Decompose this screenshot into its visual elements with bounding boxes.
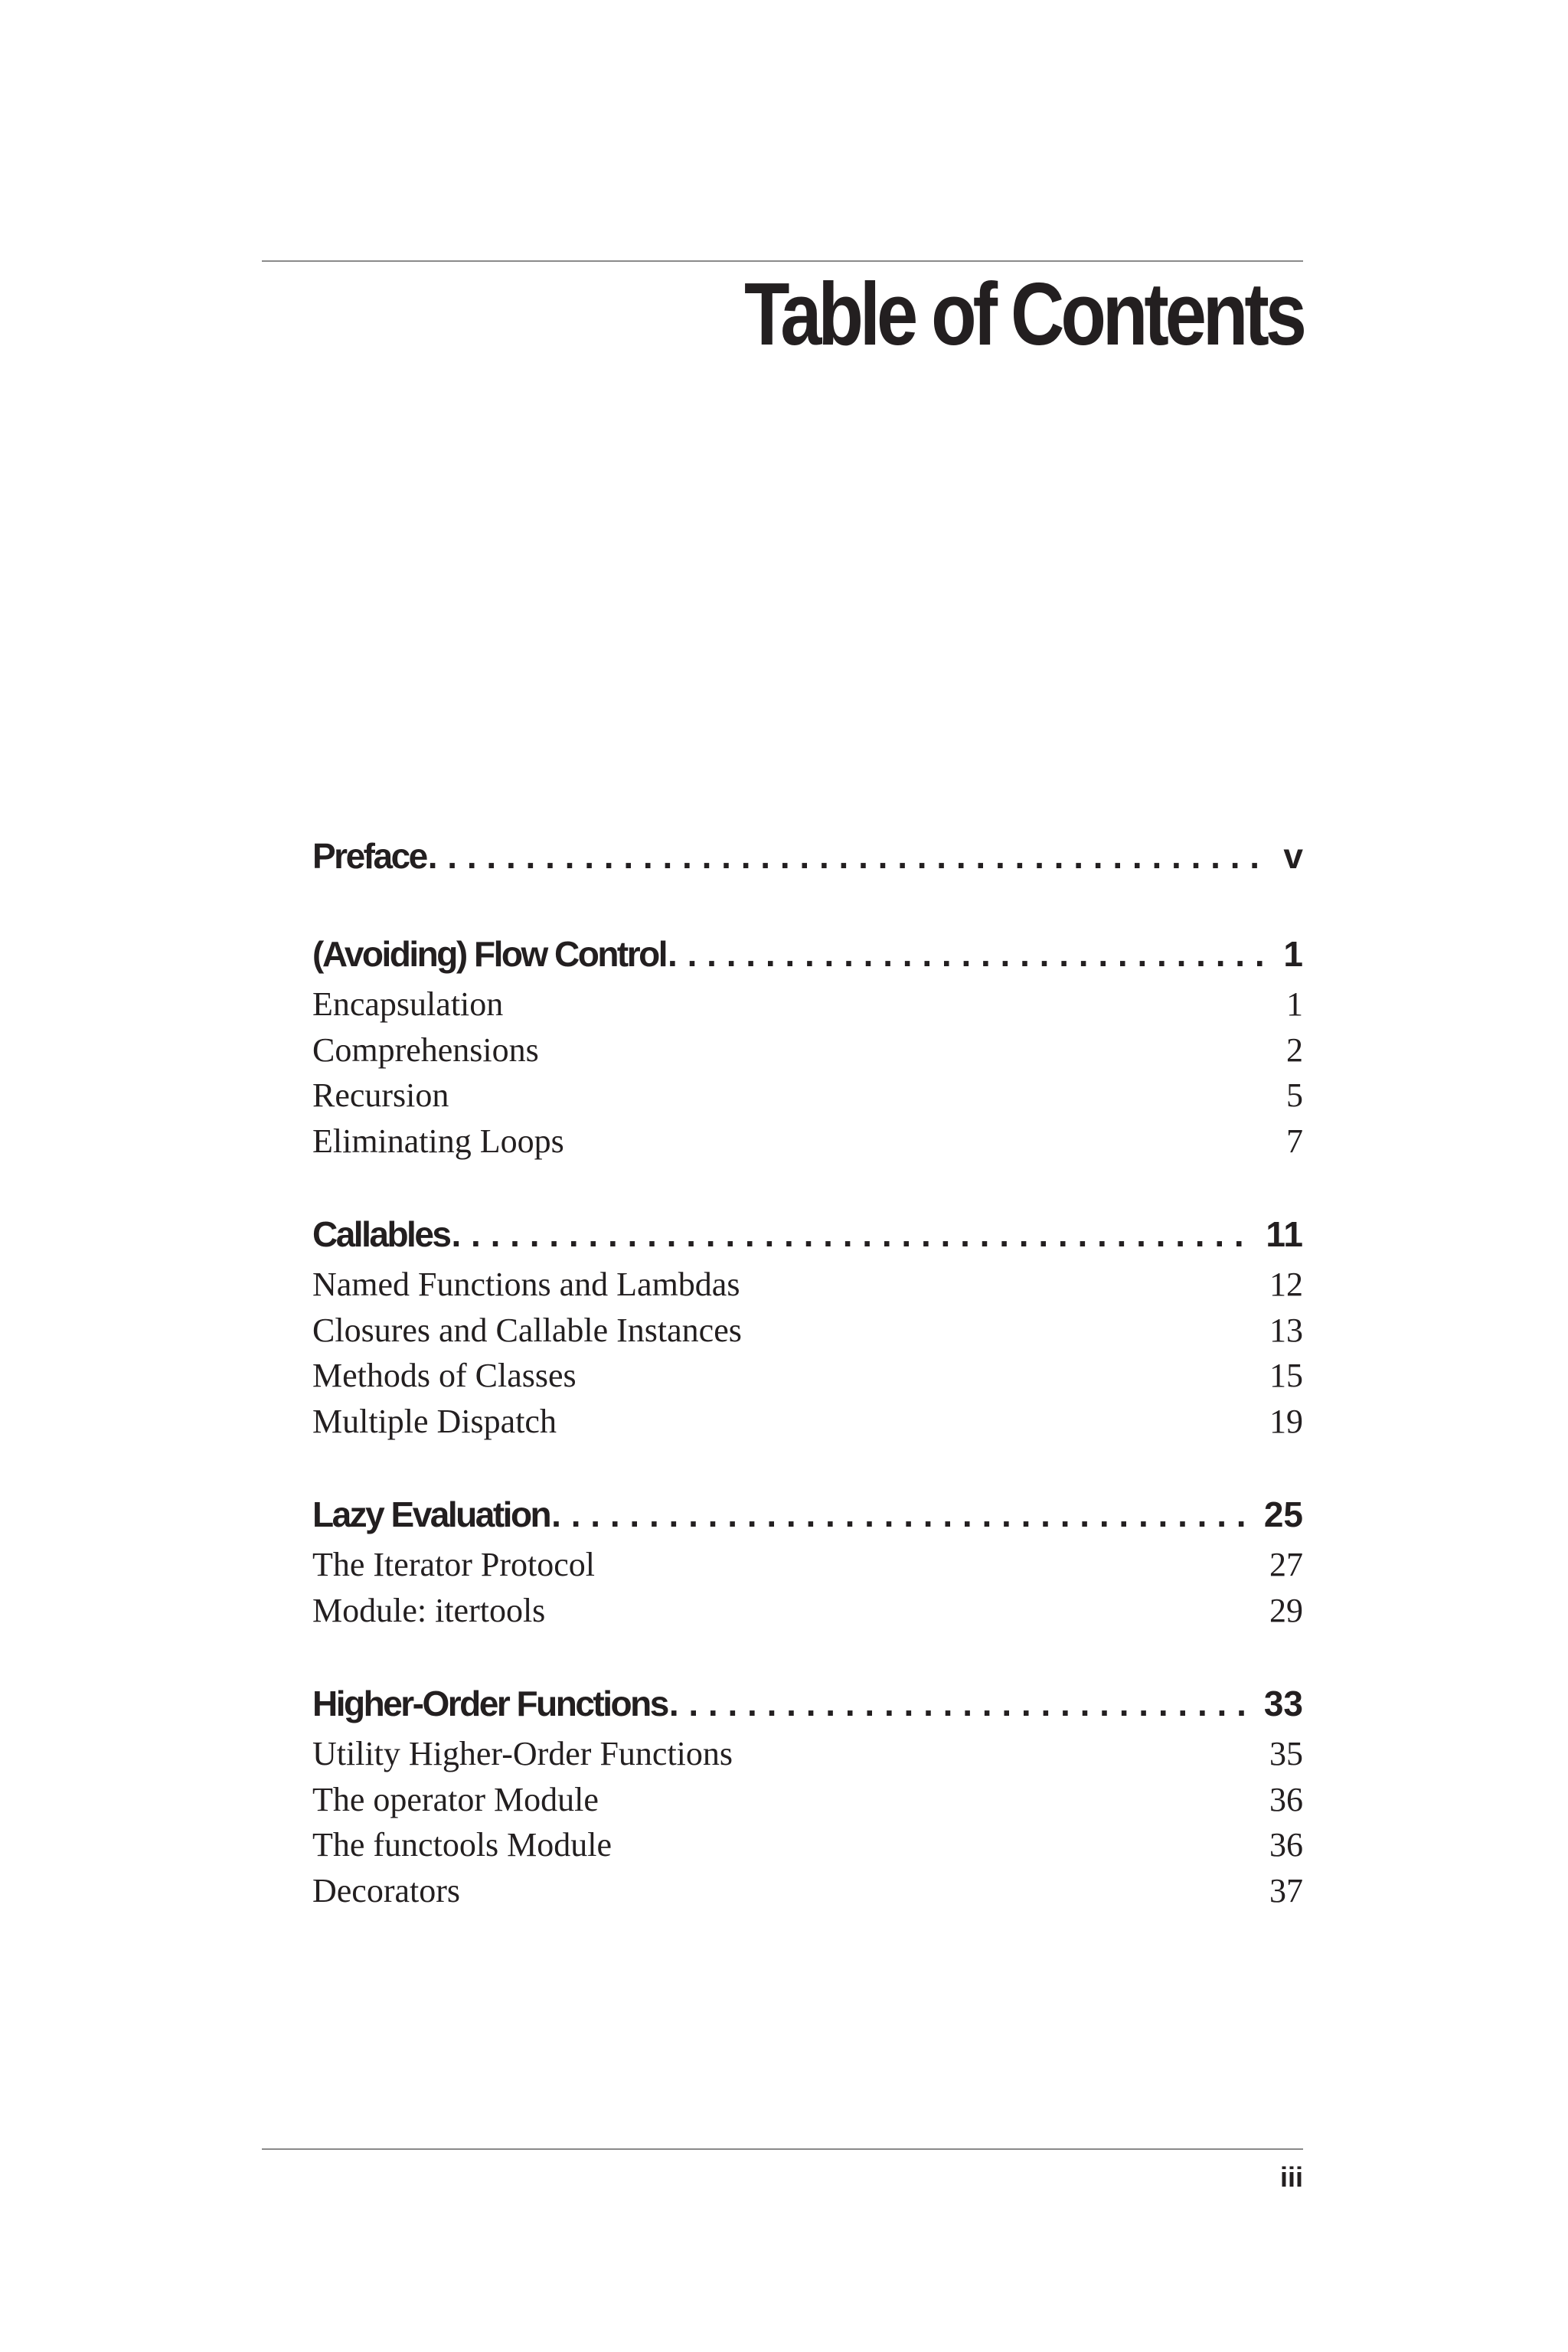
section-page-number: 36 [1269,1826,1303,1864]
section-entry[interactable] [312,1073,1303,1119]
section-page-number: 13 [1269,1311,1303,1349]
page-number: iii [1279,2161,1303,2193]
section-page-number: 7 [1286,1122,1303,1160]
section-page-number: 36 [1269,1780,1303,1818]
section-entry[interactable] [312,1777,1303,1823]
toc-chapter [312,1676,1303,1913]
section-title: Decorators [312,1871,461,1909]
chapter-title: Lazy Evaluation [312,1494,550,1534]
chapter-entry[interactable] [312,926,1303,982]
section-page-number: 37 [1269,1871,1303,1909]
section-entry[interactable] [312,982,1303,1027]
section-title: Methods of Classes [312,1357,577,1394]
section-page-number: 5 [1286,1076,1303,1114]
chapter-page-number: 1 [1283,934,1303,974]
toc-chapter [312,828,1303,884]
section-page-number: 19 [1269,1402,1303,1440]
section-entry[interactable] [312,1119,1303,1165]
section-title: Recursion [312,1076,449,1114]
section-title: Module: itertools [312,1591,546,1629]
section-page-number: 2 [1286,1031,1303,1069]
section-title: Eliminating Loops [312,1122,564,1160]
section-entry[interactable] [312,1399,1303,1445]
section-title: Named Functions and Lambdas [312,1266,740,1303]
chapter-entry[interactable] [312,1676,1303,1731]
chapter-title: Callables [312,1214,450,1254]
section-title: Closures and Callable Instances [312,1311,742,1349]
section-entry[interactable] [312,1868,1303,1914]
section-title: Utility Higher-Order Functions [312,1735,733,1772]
section-page-number: 27 [1269,1546,1303,1583]
section-page-number: 12 [1269,1266,1303,1303]
chapter-page-number: 11 [1266,1214,1303,1254]
section-page-number: 1 [1286,985,1303,1023]
chapter-title: (Avoiding) Flow Control [312,934,667,974]
table-of-contents [312,828,1303,1956]
section-title: The operator Module [312,1780,599,1818]
section-title: The functools Module [312,1826,612,1864]
chapter-page-number: 25 [1263,1494,1303,1534]
section-title: Encapsulation [312,985,504,1023]
dot-leader [428,828,1267,884]
chapter-page-number: 33 [1263,1684,1303,1723]
chapter-title: Preface [312,836,426,876]
section-title: The Iterator Protocol [312,1546,595,1583]
section-entry[interactable] [312,1353,1303,1399]
section-title: Comprehensions [312,1031,539,1069]
section-entry[interactable] [312,1822,1303,1868]
chapter-title: Higher-Order Functions [312,1684,668,1723]
toc-chapter [312,1207,1303,1444]
dot-leader [551,1487,1247,1542]
chapter-page-number: v [1283,836,1303,876]
section-page-number: 15 [1269,1357,1303,1394]
section-entry[interactable] [312,1027,1303,1073]
toc-chapter [312,926,1303,1164]
section-page-number: 35 [1269,1735,1303,1772]
section-title: Multiple Dispatch [312,1402,557,1440]
dot-leader [452,1207,1250,1262]
chapter-entry[interactable] [312,1207,1303,1262]
bottom-rule [262,2148,1303,2150]
section-page-number: 29 [1269,1591,1303,1629]
section-entry[interactable] [312,1308,1303,1354]
section-entry[interactable] [312,1542,1303,1588]
dot-leader [669,1676,1247,1731]
chapter-entry[interactable] [312,828,1303,884]
page-title: Table of Contents [744,264,1303,364]
dot-leader [668,926,1266,982]
section-entry[interactable] [312,1731,1303,1777]
section-entry[interactable] [312,1262,1303,1308]
section-entry[interactable] [312,1588,1303,1634]
toc-chapter [312,1487,1303,1633]
chapter-entry[interactable] [312,1487,1303,1542]
